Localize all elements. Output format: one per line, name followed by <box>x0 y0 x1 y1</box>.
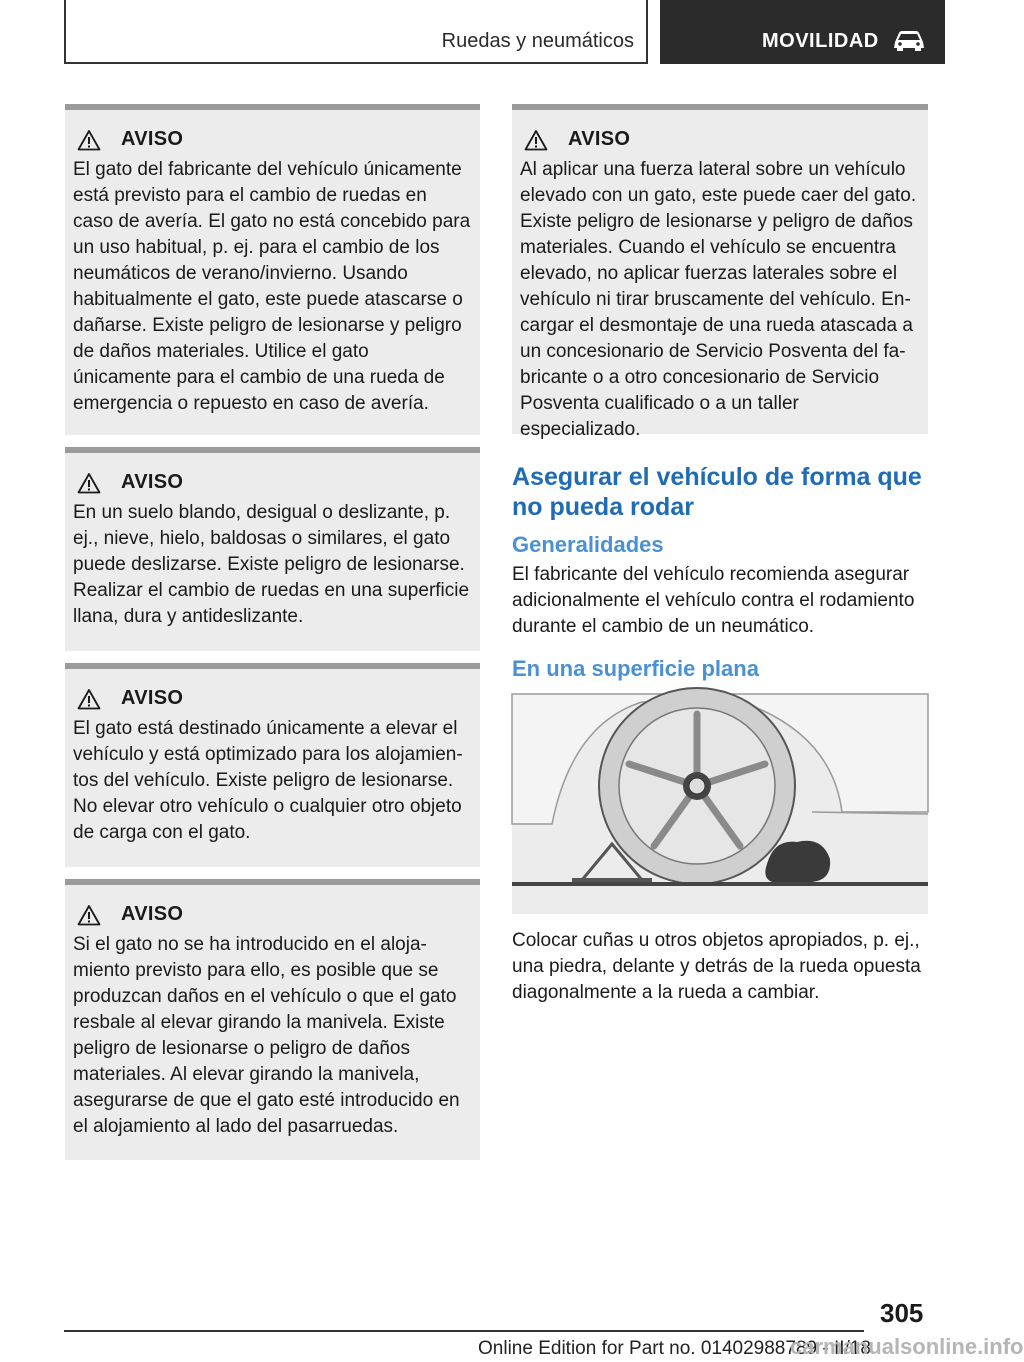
section-heading: Asegurar el vehículo de forma que no pueda rodar <box>512 463 922 521</box>
warning-box <box>512 104 928 440</box>
car-icon <box>891 28 927 52</box>
warning-text: Si el gato no se ha introducido en el alojamiento previsto para ello, es posible que se produzcan daños en el vehículo o que el gato resbale al elevar girando la manivela. Existe peligro de lesionarse o peligro de daños materiales. Al elevar girando la manivela, asegurarse de que el gato esté introducido en el alojamiento al lado del pasarruedas. <box>73 934 460 1137</box>
warning-triangle-icon <box>77 688 101 710</box>
left-column <box>65 104 480 1172</box>
wheel-chock-illustration <box>512 694 928 914</box>
section-title: Ruedas y neumáticos <box>441 30 634 52</box>
warning-box <box>65 447 480 651</box>
warning-triangle-icon <box>77 472 101 494</box>
warning-text: Al aplicar una fuerza lateral sobre un vehículo elevado con un gato, este puede caer del gato. Existe peligro de lesionarse y peligro de daños materiales. Cuando el vehículo se encuentra elevado, no aplicar fuerzas laterales sobre el vehículo ni tirar bruscamente del vehículo. Encargar el desmontaje de una rueda atascada a un concesionario de Servicio Posventa del fabricante o a otro concesionario de Servicio Posventa cualificado o a un taller especializado. <box>520 159 917 440</box>
warning-box <box>65 663 480 867</box>
warning-text: El gato está destinado únicamente a elevar el vehículo y está optimizado para los alojamientos del vehículo. Existe peligro de lesionarse. No elevar otro vehículo o cualquier otro objeto de carga con el gato. <box>73 718 463 843</box>
warning-title: AVISO <box>121 687 184 709</box>
page-number: 305 <box>880 1298 924 1328</box>
wheel-illustration-svg <box>512 694 928 914</box>
warning-box <box>65 104 480 435</box>
subheading-general: Generalidades <box>512 532 664 557</box>
warning-title: AVISO <box>121 903 184 925</box>
header-section-box <box>64 0 648 64</box>
warning-box <box>65 879 480 1160</box>
subheading-flat-surface: En una superficie plana <box>512 656 759 681</box>
warning-triangle-icon <box>524 129 548 151</box>
warning-triangle-icon <box>77 904 101 926</box>
chapter-title: MOVILIDAD <box>762 30 879 52</box>
footer-divider <box>64 1330 864 1332</box>
warning-triangle-icon <box>77 129 101 151</box>
warning-title: AVISO <box>568 128 631 150</box>
warning-text: En un suelo blando, desigual o deslizante, p. ej., nieve, hielo, baldosas o similares, el gato puede deslizarse. Existe peligro de lesionarse. Realizar el cambio de ruedas en una superficie llana, dura y antideslizante. <box>73 502 470 627</box>
footer-edition: Online Edition for Part no. 01402988789 - II/18 <box>478 1338 871 1359</box>
warning-title: AVISO <box>121 471 184 493</box>
header-chapter-tab <box>660 0 945 64</box>
caption-text: Colocar cuñas u otros objetos apropiados, p. ej., una piedra, delante y detrás de la rueda opuesta diagonalmente a la rueda a cambiar. <box>512 930 921 1003</box>
right-column <box>512 104 928 1022</box>
watermark: carmanualsonline.info <box>790 1334 1024 1359</box>
warning-title: AVISO <box>121 128 184 150</box>
warning-text: El gato del fabricante del vehículo únicamente está previsto para el cambio de ruedas en caso de avería. El gato no está concebido para un uso habitual, p. ej. para el cambio de los neumáticos de verano/invierno. Usando habitualmente el gato, este puede atascarse o dañarse. Existe peligro de lesionarse y peligro de daños materiales. Utilice el gato únicamente para el cambio de una rueda de emergencia o repuesto en caso de avería. <box>73 159 471 414</box>
body-text-general: El fabricante del vehículo recomienda asegurar adicionalmente el vehículo contra el rodamiento durante el cambio de un neumático. <box>512 564 915 637</box>
